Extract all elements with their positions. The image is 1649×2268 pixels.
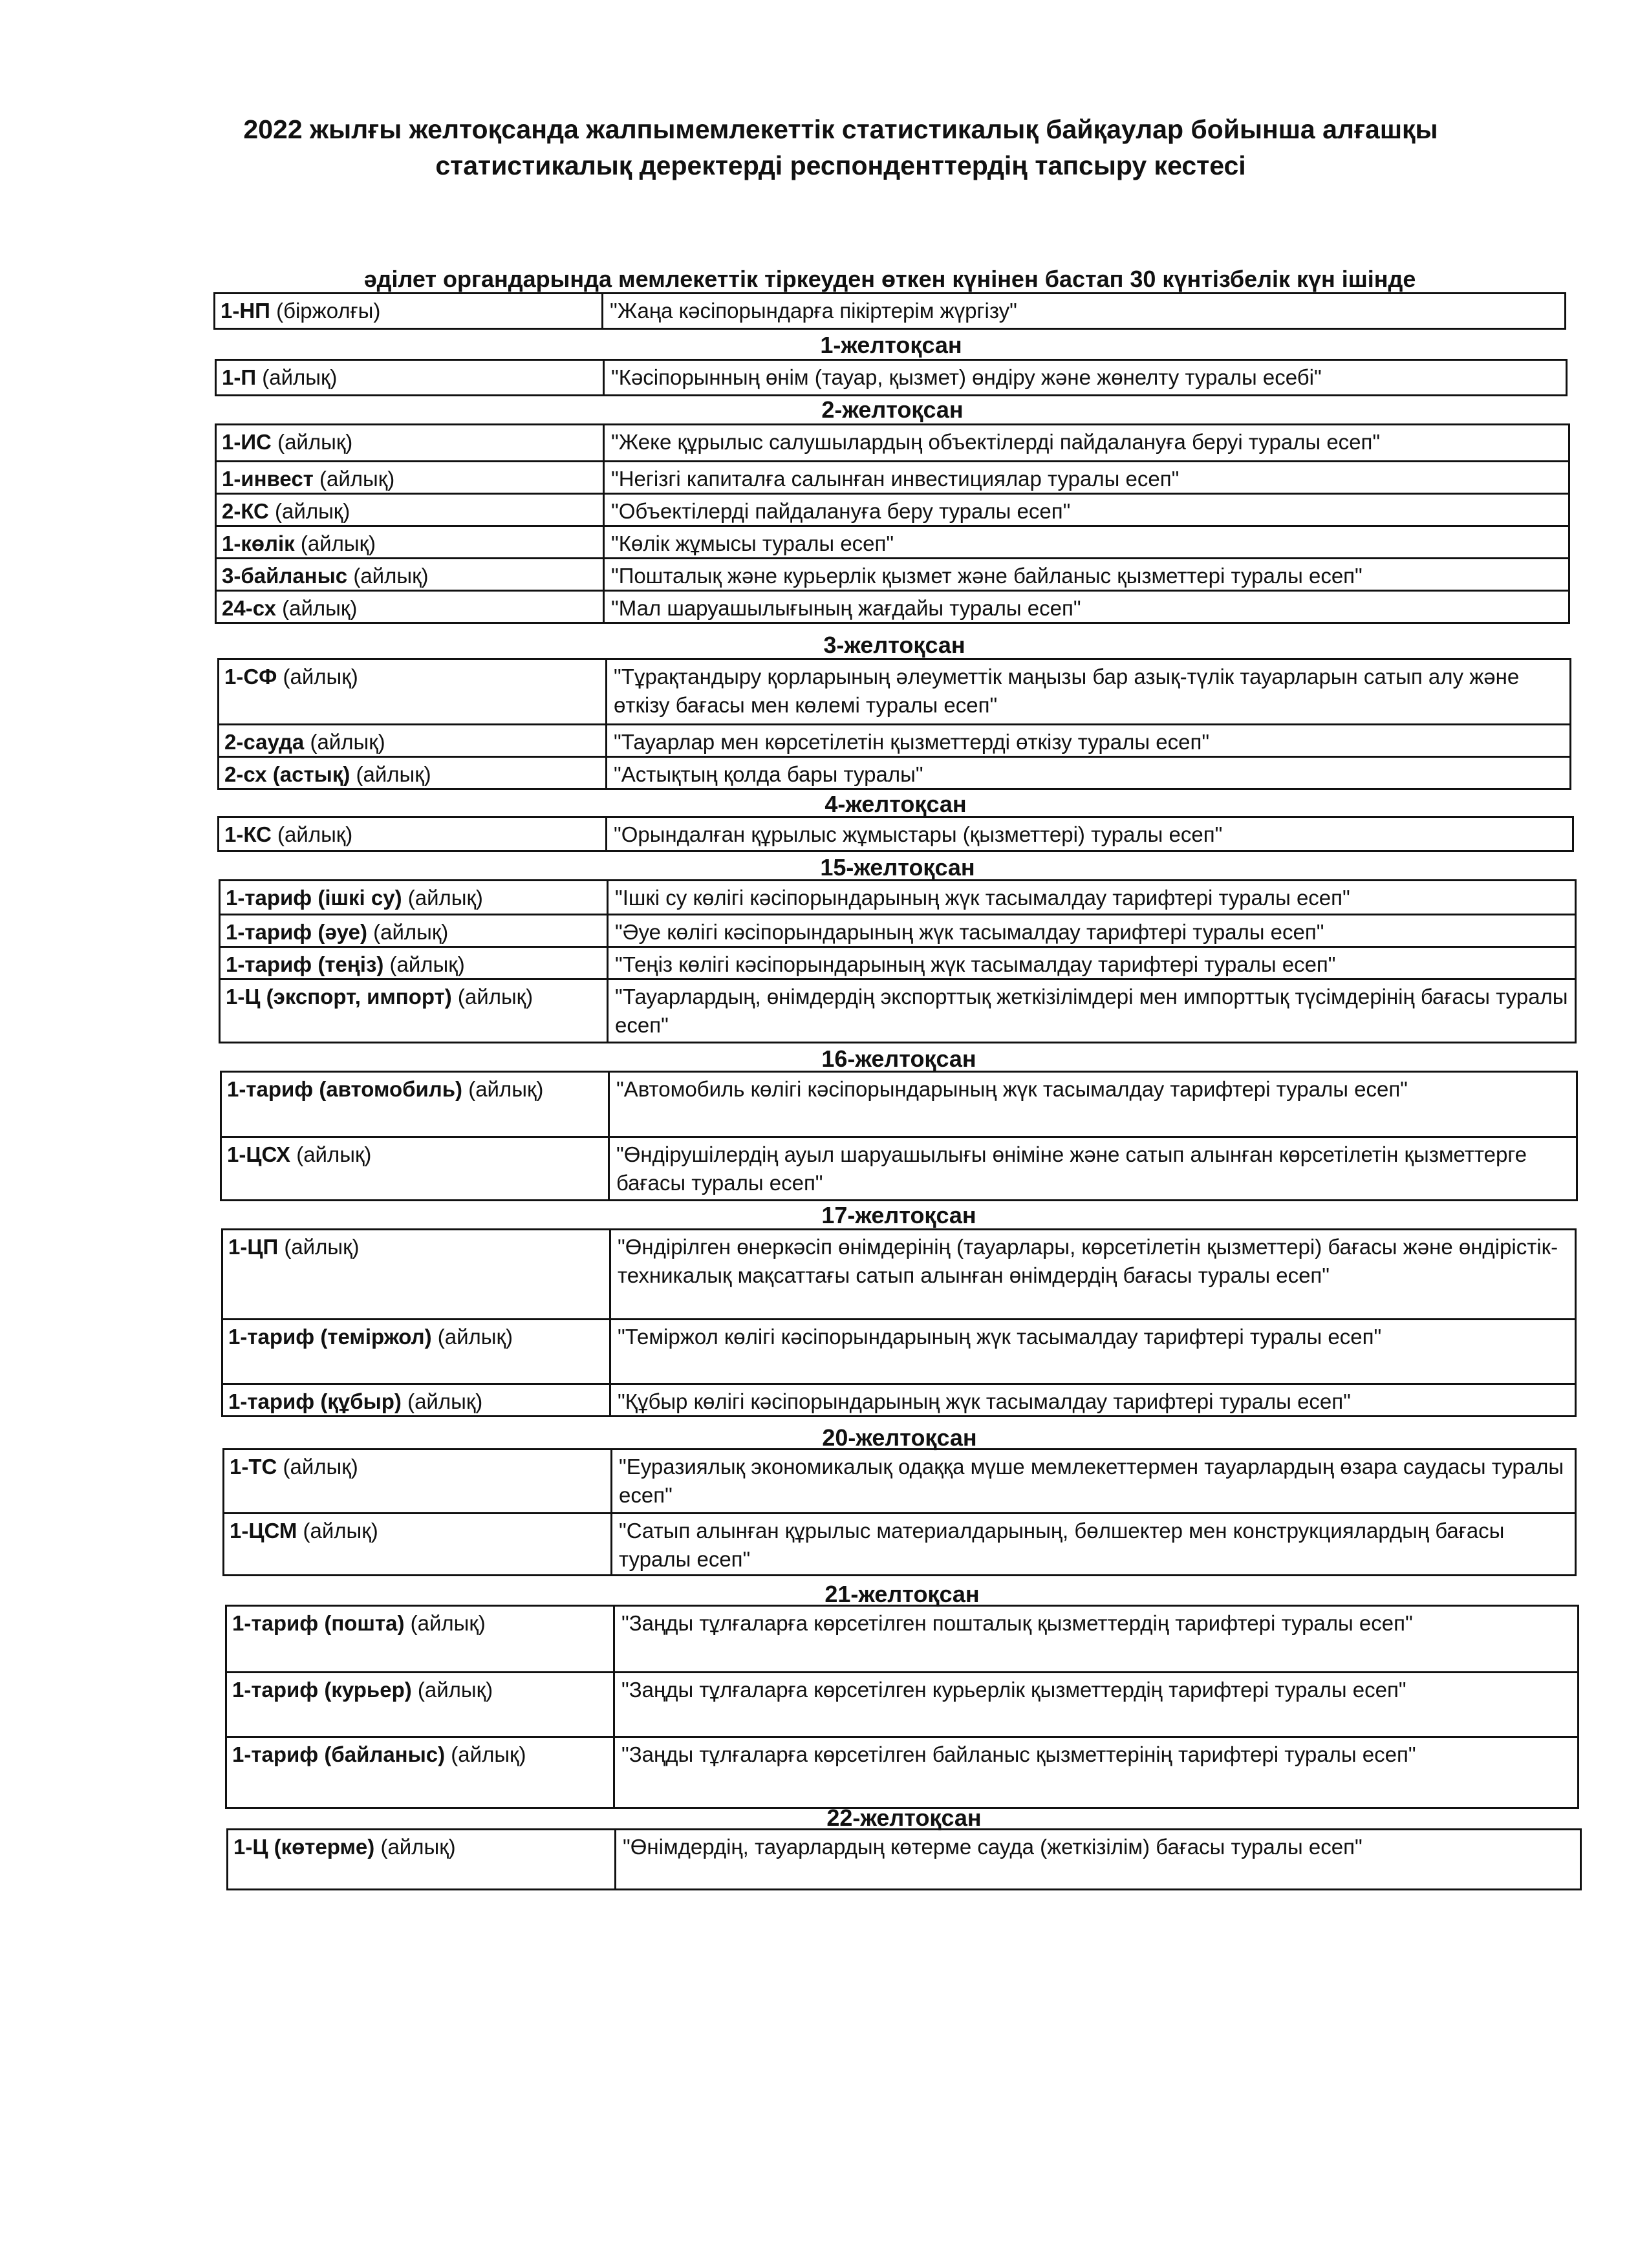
report-name: "Мал шаруашылығының жағдайы туралы есеп": [611, 596, 1081, 620]
form-code-cell: [221, 980, 609, 1042]
form-code-cell: [227, 1673, 615, 1736]
table-row: [222, 1073, 1576, 1136]
table-row: [224, 1512, 1575, 1574]
table-row: [227, 1607, 1577, 1671]
form-code: 1-көлік: [222, 531, 295, 555]
form-code: 1-Ц (көтерме): [233, 1835, 375, 1859]
table-row: [223, 1318, 1575, 1383]
table-row: [223, 1230, 1575, 1318]
table-row: [219, 818, 1572, 850]
form-code-cell: [227, 1607, 615, 1671]
form-code: 1-ЦСХ: [227, 1142, 291, 1166]
table-row: [222, 1136, 1576, 1199]
form-period: (айлық): [294, 531, 376, 555]
report-name: "Жеке құрылыс салушылардың объектілерді пайдалануға беруі туралы есеп": [611, 430, 1381, 454]
form-period: (айлық): [374, 1835, 456, 1859]
form-period: (айлық): [268, 499, 350, 523]
form-period: (айлық): [367, 920, 449, 944]
report-name: "Тұрақтандыру қорларының әлеуметтік маңызы бар азық-түлік тауарларын сатып алу және өткізу бағасы мен көлемі туралы есеп": [614, 665, 1520, 717]
report-name: "Теміржол көлігі кәсіпорындарының жүк тасымалдау тарифтері туралы есеп": [618, 1325, 1382, 1349]
section-table: [226, 1828, 1582, 1890]
form-code-cell: [217, 527, 605, 557]
section-table: [215, 423, 1570, 624]
section-heading: 21-желтоқсан: [824, 1581, 980, 1607]
report-name: "Тауарлардың, өнімдердің экспорттық жеткізілімдері мен импорттық түсімдерінің бағасы туралы есеп": [615, 985, 1568, 1037]
table-row: [215, 294, 1564, 328]
form-period: (айлық): [277, 1455, 358, 1479]
table-row: [219, 723, 1569, 756]
report-name: "Көлік жұмысы туралы есеп": [611, 531, 894, 555]
form-period: (айлық): [350, 762, 431, 786]
title-line-1: 2022 жылғы желтоқсанда жалпымемлекеттік статистикалық байқаулар бойынша алғашқы: [243, 114, 1438, 144]
section-heading: 17-желтоқсан: [821, 1202, 976, 1228]
report-name: "Заңды тұлғаларға көрсетілген пошталық қызметтердің тарифтері туралы есеп": [621, 1611, 1413, 1635]
form-code: 1-ИС: [222, 430, 272, 454]
form-code: 1-тариф (байланыс): [232, 1742, 446, 1766]
form-code-cell: [227, 1738, 615, 1807]
form-code: 3-байланыс: [222, 564, 348, 588]
form-code-cell: [224, 1514, 612, 1574]
table-row: [217, 460, 1568, 493]
section-heading: 15-желтоқсан: [820, 854, 975, 881]
report-name: "Заңды тұлғаларға көрсетілген байланыс қызметтерінің тарифтері туралы есеп": [621, 1742, 1416, 1766]
form-period: (айлық): [402, 886, 483, 910]
report-name: "Объектілерді пайдалануға беру туралы есеп": [611, 499, 1071, 523]
table-row: [221, 946, 1575, 978]
form-code-cell: [217, 462, 605, 493]
report-name: "Орындалған құрылыс жұмыстары (қызметтері) туралы есеп": [614, 822, 1223, 846]
form-code-cell: [217, 592, 605, 622]
table-row: [228, 1830, 1580, 1888]
section-table: [217, 816, 1574, 852]
form-code: 1-инвест: [222, 467, 314, 491]
form-period: (айлық): [401, 1389, 483, 1413]
section-table: [215, 359, 1568, 396]
form-period: (біржолғы): [270, 299, 381, 323]
form-period: (айлық): [277, 665, 358, 689]
form-code: 1-П: [222, 365, 257, 389]
form-period: (айлық): [290, 1142, 372, 1166]
report-name: "Өндірілген өнеркәсіп өнімдерінің (тауарлары, көрсетілетін қызметтері) бағасы және өндірістік-техникалық мақсаттағы сатып алынған өнімдердің бағасы туралы есеп": [618, 1235, 1558, 1287]
form-code: 1-тариф (құбыр): [228, 1389, 402, 1413]
page-title: [194, 111, 1487, 184]
table-row: [221, 881, 1575, 914]
table-row: [224, 1450, 1575, 1512]
form-code-cell: [217, 559, 605, 590]
form-code: 1-Ц (экспорт, импорт): [226, 985, 452, 1009]
table-row: [219, 660, 1569, 723]
section-heading: 20-желтоқсан: [822, 1424, 977, 1451]
form-code: 1-СФ: [224, 665, 277, 689]
form-period: (айлық): [445, 1742, 526, 1766]
form-code: 1-ЦП: [228, 1235, 279, 1259]
form-code-cell: [219, 758, 607, 788]
table-row: [227, 1736, 1577, 1807]
section-table: [225, 1605, 1579, 1809]
form-code-cell: [222, 1073, 610, 1136]
form-code: 1-тариф (курьер): [232, 1678, 412, 1702]
table-row: [219, 756, 1569, 788]
form-code-cell: [215, 294, 603, 328]
section-heading: әділет органдарында мемлекеттік тіркеуден өткен күнінен бастап 30 күнтізбелік күн ішінде: [363, 266, 1416, 292]
table-row: [217, 361, 1566, 394]
form-code: 1-тариф (теңіз): [226, 952, 384, 976]
report-name: "Пошталық және курьерлік қызмет және байланыс қызметтері туралы есеп": [611, 564, 1363, 588]
table-row: [221, 914, 1575, 946]
form-period: (айлық): [297, 1519, 378, 1543]
section-heading: 4-желтоқсан: [824, 791, 967, 817]
form-code-cell: [221, 881, 609, 914]
report-name: "Ішкі су көлігі кәсіпорындарының жүк тасымалдау тарифтері туралы есеп": [615, 886, 1350, 910]
report-name: "Әуе көлігі кәсіпорындарының жүк тасымалдау тарифтері туралы есеп": [615, 920, 1324, 944]
form-period: (айлық): [451, 985, 534, 1009]
form-code-cell: [223, 1230, 611, 1318]
form-code: 2-КС: [222, 499, 269, 523]
form-code-cell: [217, 495, 605, 525]
form-code: 1-тариф (әуе): [226, 920, 367, 944]
form-code: 2-сауда: [224, 730, 305, 754]
form-code: 24-сх: [222, 596, 276, 620]
table-row: [217, 425, 1568, 460]
form-code-cell: [224, 1450, 612, 1512]
form-period: (айлық): [347, 564, 429, 588]
table-row: [217, 493, 1568, 525]
form-period: (айлық): [278, 1235, 360, 1259]
section-heading: 1-желтоқсан: [820, 332, 962, 358]
report-name: "Тауарлар мен көрсетілетін қызметтерді өткізу туралы есеп": [614, 730, 1210, 754]
section-heading: 3-желтоқсан: [823, 632, 965, 658]
form-period: (айлық): [431, 1325, 513, 1349]
form-period: (айлық): [411, 1678, 493, 1702]
form-code-cell: [223, 1385, 611, 1415]
section-table: [213, 292, 1566, 330]
report-name: "Негізгі капиталға салынған инвестициялар туралы есеп": [611, 467, 1180, 491]
form-period: (айлық): [256, 365, 338, 389]
form-period: (айлық): [275, 596, 358, 620]
form-code: 1-тариф (теміржол): [228, 1325, 432, 1349]
form-code-cell: [221, 948, 609, 978]
report-name: "Жаңа кәсіпорындарға пікіртерім жүргізу": [610, 299, 1017, 323]
form-code: 1-тариф (ішкі су): [226, 886, 402, 910]
table-row: [217, 557, 1568, 590]
form-code-cell: [219, 725, 607, 756]
form-code-cell: [219, 660, 607, 723]
form-period: (айлық): [462, 1077, 544, 1101]
report-name: "Автомобиль көлігі кәсіпорындарының жүк тасымалдау тарифтері туралы есеп": [616, 1077, 1408, 1101]
form-code: 1-КС: [224, 822, 272, 846]
report-name: "Кәсіпорынның өнім (тауар, қызмет) өндіру және жөнелту туралы есебі": [611, 365, 1322, 389]
form-period: (айлық): [404, 1611, 486, 1635]
section-table: [217, 658, 1571, 790]
table-row: [217, 525, 1568, 557]
form-period: (айлық): [271, 822, 353, 846]
report-name: "Құбыр көлігі кәсіпорындарының жүк тасымалдау тарифтері туралы есеп": [618, 1389, 1351, 1413]
report-name: "Астықтың қолда бары туралы": [614, 762, 923, 786]
form-code-cell: [222, 1138, 610, 1199]
form-period: (айлық): [313, 467, 395, 491]
form-code: 2-сх (астық): [224, 762, 350, 786]
report-name: "Еуразиялық экономикалық одаққа мүше мемлекеттермен тауарлардың өзара саудасы туралы есеп": [619, 1455, 1564, 1507]
section-table: [219, 879, 1577, 1043]
report-name: "Заңды тұлғаларға көрсетілген курьерлік қызметтердің тарифтері туралы есеп": [621, 1678, 1406, 1702]
title-line-2: статистикалық деректерді респонденттердің тапсыру кестесі: [435, 151, 1246, 180]
form-code: 1-тариф (автомобиль): [227, 1077, 463, 1101]
form-code-cell: [228, 1830, 616, 1888]
section-table: [222, 1448, 1577, 1576]
form-period: (айлық): [304, 730, 385, 754]
form-code: 1-ЦСМ: [230, 1519, 297, 1543]
form-code: 1-НП: [221, 299, 270, 323]
form-period: (айлық): [271, 430, 353, 454]
table-row: [221, 978, 1575, 1042]
report-name: "Өнімдердің, тауарлардың көтерме сауда (жеткізілім) бағасы туралы есеп": [623, 1835, 1363, 1859]
report-name: "Өндірушілердің ауыл шаруашылығы өніміне және сатып алынған көрсетілетін қызметтерге бағасы туралы есеп": [616, 1142, 1527, 1195]
section-table: [220, 1071, 1578, 1201]
section-table: [221, 1228, 1577, 1417]
form-code-cell: [219, 818, 607, 850]
form-period: (айлық): [383, 952, 465, 976]
section-heading: 16-желтоқсан: [821, 1045, 976, 1072]
section-heading: 2-желтоқсан: [821, 396, 964, 423]
form-code: 1-ТС: [230, 1455, 277, 1479]
section-heading: 22-желтоқсан: [826, 1804, 982, 1831]
form-code-cell: [217, 425, 605, 460]
form-code-cell: [223, 1320, 611, 1383]
form-code: 1-тариф (пошта): [232, 1611, 405, 1635]
table-row: [227, 1671, 1577, 1736]
table-row: [223, 1383, 1575, 1415]
table-row: [217, 590, 1568, 622]
report-name: "Сатып алынған құрылыс материалдарының, бөлшектер мен конструкциялардың бағасы туралы есеп": [619, 1519, 1505, 1571]
form-code-cell: [217, 361, 605, 394]
form-code-cell: [221, 915, 609, 946]
report-name: "Теңіз көлігі кәсіпорындарының жүк тасымалдау тарифтері туралы есеп": [615, 952, 1336, 976]
